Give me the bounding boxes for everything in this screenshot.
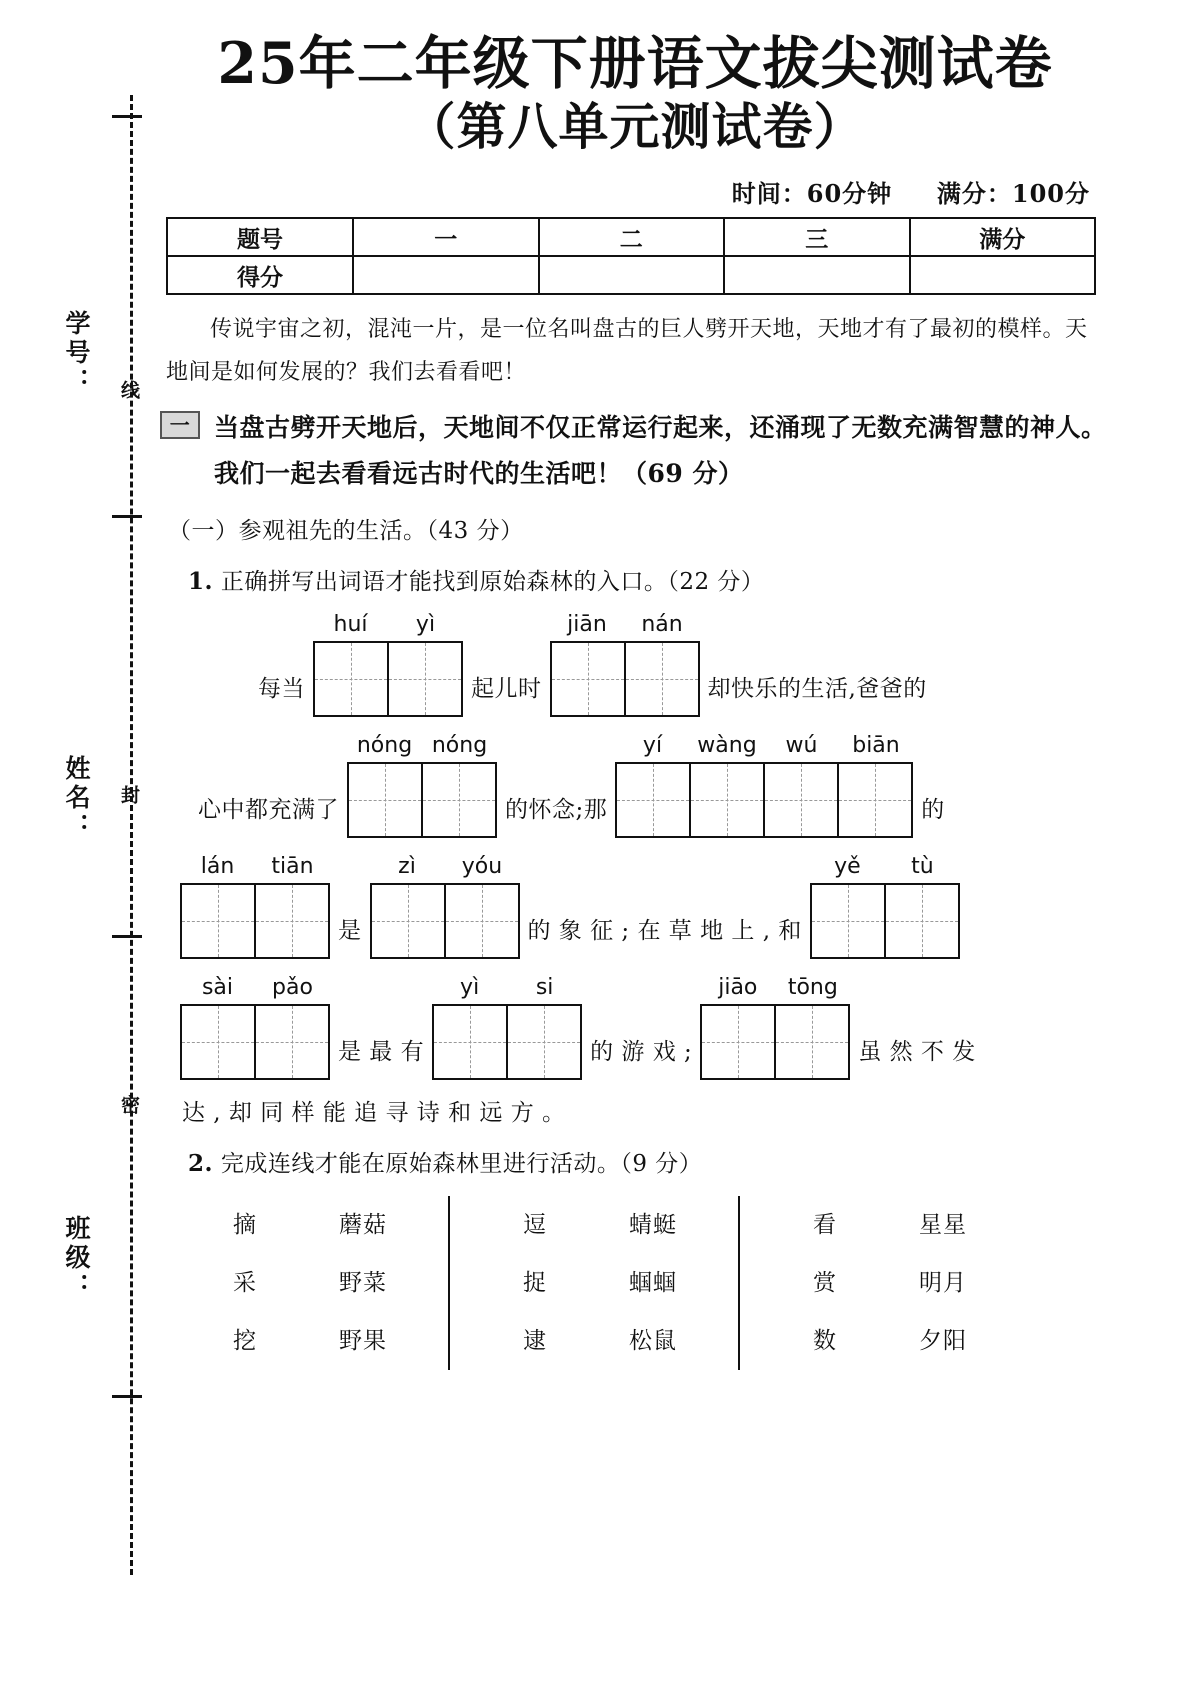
writing-cell[interactable] (421, 762, 497, 838)
match-left-column (766, 1196, 884, 1370)
pinyin: tōng (787, 974, 838, 1000)
match-item[interactable]: 星星 (919, 1211, 967, 1238)
pinyin: sài (201, 974, 234, 1000)
page-title (160, 0, 1110, 156)
seal-mark-mi: 密 (118, 1095, 140, 1114)
seal-strip (48, 95, 158, 1575)
pinyin-row (347, 733, 497, 758)
match-item[interactable]: 夕阳 (919, 1327, 967, 1354)
match-item[interactable]: 逗 (523, 1211, 547, 1238)
pinyin: jiān (567, 611, 607, 637)
match-right-column (594, 1196, 712, 1370)
fill-text: 是 最 有 (338, 1038, 425, 1065)
pinyin-row (700, 975, 850, 1000)
fill-text: 却快乐的生活,爸爸的 (707, 675, 927, 702)
seal-divider-3 (112, 935, 142, 938)
match-left-column (186, 1196, 304, 1370)
writing-cell[interactable] (313, 641, 389, 717)
seal-divider-2 (112, 515, 142, 518)
seal-label-class: 班级： (62, 1215, 91, 1302)
fill-row (190, 733, 1110, 838)
match-right-column (304, 1196, 422, 1370)
fill-row (180, 975, 1110, 1080)
tianzige-group[interactable] (615, 733, 913, 838)
pinyin-row (810, 854, 960, 879)
pinyin: si (535, 974, 554, 1000)
pinyin: wú (785, 732, 818, 758)
pinyin: lán (200, 853, 235, 879)
writing-cell[interactable] (615, 762, 691, 838)
score-header-2: 二 (539, 218, 725, 256)
match-item[interactable]: 野果 (339, 1327, 387, 1354)
writing-cell[interactable] (837, 762, 913, 838)
tianzige-cells[interactable] (313, 641, 463, 717)
writing-cell[interactable] (370, 883, 446, 959)
score-header-label: 题号 (167, 218, 353, 256)
match-item[interactable]: 数 (813, 1327, 837, 1354)
match-item[interactable]: 蝈蝈 (629, 1269, 677, 1296)
score-cell-total[interactable] (910, 256, 1096, 294)
exam-full-score: 满分：100分 (936, 179, 1090, 209)
fill-text: 每当 (258, 675, 305, 702)
page-title-line2: （第八单元测试卷） (405, 97, 865, 157)
pinyin: yě (834, 853, 861, 879)
match-item[interactable]: 赏 (813, 1269, 837, 1296)
score-cell-3[interactable] (724, 256, 910, 294)
tianzige-group[interactable] (810, 854, 960, 959)
pinyin: yóu (461, 853, 503, 879)
writing-cell[interactable] (689, 762, 765, 838)
tianzige-group[interactable] (700, 975, 850, 1080)
pinyin-row (180, 854, 330, 879)
tianzige-group[interactable] (347, 733, 497, 838)
pinyin: yì (415, 611, 436, 637)
score-cell-1[interactable] (353, 256, 539, 294)
fill-text: 的 游 戏 ; (590, 1038, 693, 1065)
pinyin: wàng (697, 732, 757, 758)
writing-cell[interactable] (700, 1004, 776, 1080)
seal-mark-feng: 封 (118, 785, 140, 804)
tianzige-group[interactable] (432, 975, 582, 1080)
writing-cell[interactable] (884, 883, 960, 959)
fill-row (180, 854, 1110, 959)
seal-mark-xian: 线 (118, 380, 140, 399)
question-2-label: 2. (188, 1149, 214, 1177)
pinyin: huí (333, 611, 368, 637)
tianzige-group[interactable] (180, 854, 330, 959)
tianzige-cells[interactable] (615, 762, 913, 838)
pinyin-row (432, 975, 582, 1000)
writing-cell[interactable] (624, 641, 700, 717)
question-2-text: 完成连线才能在原始森林里进行活动。（9 分） (220, 1150, 703, 1177)
pinyin-row (313, 612, 463, 637)
tianzige-cells[interactable] (180, 1004, 330, 1080)
tianzige-cells[interactable] (810, 883, 960, 959)
table-row (167, 218, 1095, 256)
match-item[interactable]: 明月 (919, 1269, 967, 1296)
fill-text: 心中都充满了 (198, 796, 339, 823)
seal-divider-1 (112, 115, 142, 118)
tianzige-cells[interactable] (700, 1004, 850, 1080)
pinyin-row (550, 612, 700, 637)
tianzige-group[interactable] (180, 975, 330, 1080)
writing-cell[interactable] (444, 883, 520, 959)
pinyin-row (180, 975, 330, 1000)
match-left-column (476, 1196, 594, 1370)
question-2-heading (188, 1145, 1110, 1178)
match-item[interactable]: 野菜 (339, 1269, 387, 1296)
pinyin: tiān (271, 853, 314, 879)
match-right-column (884, 1196, 1002, 1370)
match-item[interactable]: 捉 (523, 1269, 547, 1296)
fill-text: 虽 然 不 发 (858, 1038, 976, 1065)
question-1-label: 1. (188, 567, 214, 595)
fill-text: 起儿时 (471, 675, 542, 702)
match-group-1 (160, 1196, 450, 1370)
seal-label-student-id: 学号： (62, 310, 91, 397)
writing-cell[interactable] (550, 641, 626, 717)
writing-cell[interactable] (180, 883, 256, 959)
match-item[interactable]: 看 (813, 1211, 837, 1238)
tianzige-group[interactable] (370, 854, 520, 959)
fill-text: 的 (921, 796, 945, 823)
question-1-heading (188, 563, 1110, 596)
pinyin: yí (642, 732, 663, 758)
match-item[interactable]: 采 (233, 1269, 257, 1296)
pinyin: pǎo (272, 974, 313, 1000)
pinyin: tù (911, 853, 934, 879)
tianzige-cells[interactable] (180, 883, 330, 959)
tianzige-cells[interactable] (370, 883, 520, 959)
question-one-number: 一 (160, 411, 200, 439)
paper-main (160, 0, 1110, 1370)
seal-divider-4 (112, 1395, 142, 1398)
writing-cell[interactable] (506, 1004, 582, 1080)
fill-row (250, 612, 1110, 717)
match-item[interactable]: 挖 (233, 1327, 257, 1354)
match-item[interactable]: 松鼠 (629, 1327, 677, 1354)
pinyin: yì (460, 974, 480, 1000)
writing-cell[interactable] (810, 883, 886, 959)
writing-cell[interactable] (347, 762, 423, 838)
tianzige-cells[interactable] (432, 1004, 582, 1080)
score-header-total: 满分 (910, 218, 1096, 256)
seal-dashed-line (130, 95, 133, 1575)
tianzige-group[interactable] (550, 612, 700, 717)
match-group-3 (740, 1196, 1028, 1370)
score-header-1: 一 (353, 218, 539, 256)
tianzige-cells[interactable] (347, 762, 497, 838)
writing-cell[interactable] (254, 1004, 330, 1080)
question-one-heading (160, 405, 1110, 498)
question-1-tail: 达 , 却 同 样 能 追 寻 诗 和 远 方 。 (182, 1099, 566, 1126)
pinyin: jiāo (718, 974, 758, 1000)
pinyin: zì (398, 853, 416, 879)
matching-area (160, 1196, 1110, 1370)
writing-cell[interactable] (432, 1004, 508, 1080)
pinyin-row (615, 733, 913, 758)
tianzige-group[interactable] (313, 612, 463, 717)
seal-label-name: 姓名： (62, 755, 91, 842)
exam-meta (160, 174, 1090, 209)
question-one-text: 当盘古劈开天地后，天地间不仅正常运行起来，还涌现了无数充满智慧的神人。我们一起去看看远古时代的生活吧！（69 分） (214, 413, 1107, 489)
writing-cell[interactable] (774, 1004, 850, 1080)
writing-cell[interactable] (387, 641, 463, 717)
sub-question-heading: （一）参观祖先的生活。（43 分） (168, 517, 524, 544)
fill-text: 的 象 征 ; 在 草 地 上 , 和 (527, 917, 802, 944)
pinyin: nóng (431, 732, 488, 758)
pinyin: nán (641, 611, 683, 637)
page-title-line1: 25年二年级下册语文拔尖测试卷 (217, 30, 1053, 97)
score-cell-2[interactable] (539, 256, 725, 294)
score-row-label: 得分 (167, 256, 353, 294)
writing-cell[interactable] (763, 762, 839, 838)
match-group-2 (450, 1196, 740, 1370)
tianzige-cells[interactable] (550, 641, 700, 717)
fill-text: 的怀念;那 (505, 796, 608, 823)
question-1-text: 正确拼写出词语才能找到原始森林的入口。（22 分） (220, 568, 765, 595)
intro-paragraph: 传说宇宙之初，混沌一片，是一位名叫盘古的巨人劈开天地，天地才有了最初的模样。天地间是如何发展的？我们去看看吧！ (166, 317, 1088, 386)
match-item[interactable]: 摘 (233, 1211, 257, 1238)
match-item[interactable]: 逮 (523, 1327, 547, 1354)
fill-text: 是 (338, 917, 362, 944)
table-row (167, 256, 1095, 294)
match-item[interactable]: 蘑菇 (339, 1211, 387, 1238)
score-table (166, 217, 1096, 295)
writing-cell[interactable] (254, 883, 330, 959)
match-item[interactable]: 蜻蜓 (629, 1211, 677, 1238)
exam-time: 时间：60分钟 (731, 179, 893, 209)
pinyin: biān (852, 732, 900, 758)
pinyin: nóng (356, 732, 413, 758)
pinyin-row (370, 854, 520, 879)
writing-cell[interactable] (180, 1004, 256, 1080)
score-header-3: 三 (724, 218, 910, 256)
